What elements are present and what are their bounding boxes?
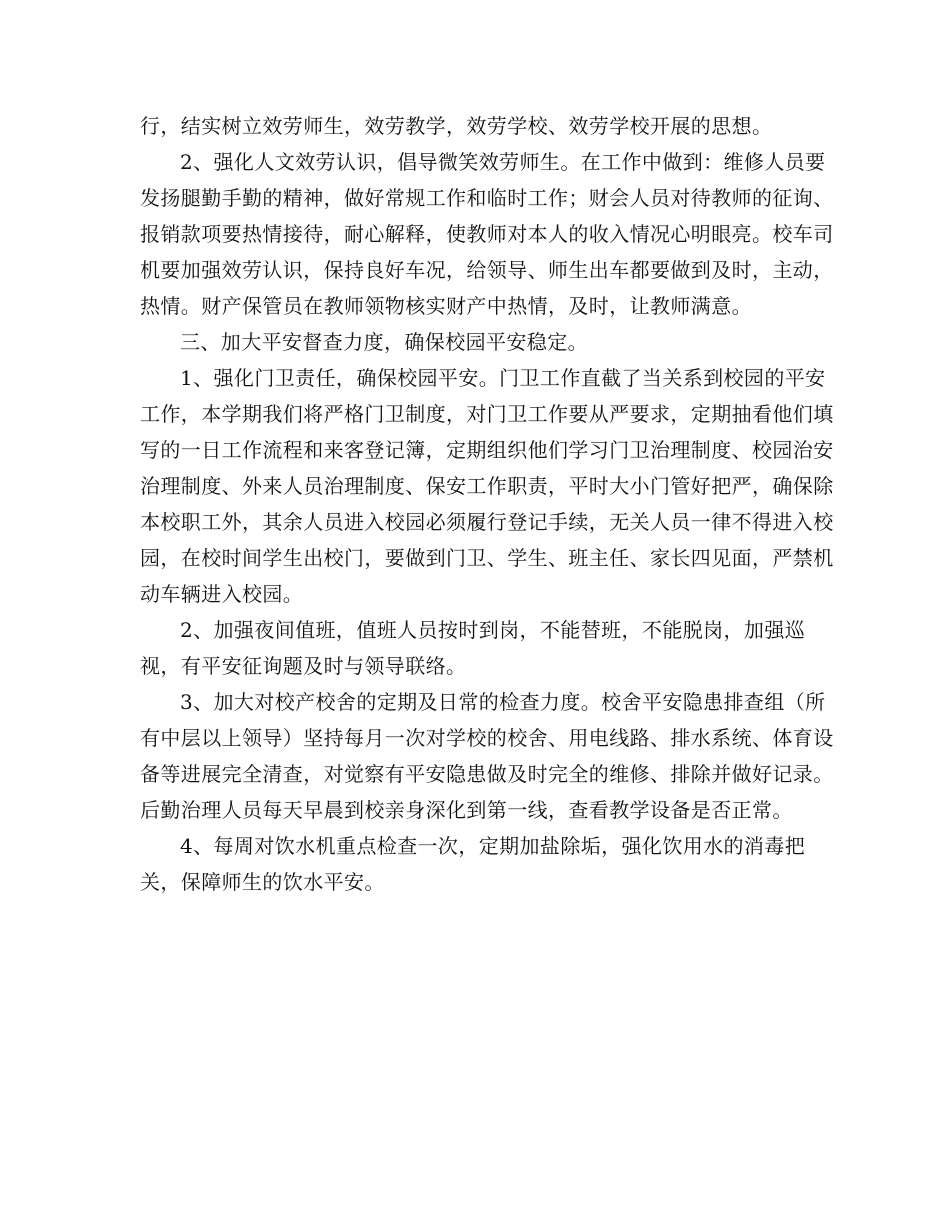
paragraph-water-dispenser: 4、每周对饮水机重点检查一次，定期加盐除垢，强化饮用水的消毒把关，保障师生的饮水平安。 (140, 834, 806, 894)
document-body (140, 108, 840, 900)
section-heading-safety: 三、加大平安督查力度，确保校园平安稳定。 (180, 330, 588, 354)
paragraph-continuation: 行，结实树立效劳师生，效劳教学，效劳学校、效劳学校开展的思想。 (140, 114, 773, 138)
paragraph-service-awareness: 2、强化人文效劳认识，倡导微笑效劳师生。在工作中做到：维修人员要发扬腿勤手勤的精神，做好常规工作和临时工作；财会人员对待教师的征询、报销款项要热情接待，耐心解释，使教师对本人的收入情况心明眼亮。校车司机要加强效劳认识，保持良好车况，给领导、师生出车都要做到及时，主动，热情。财产保管员在教师领物核实财产中热情，及时，让教师满意。 (140, 150, 834, 318)
paragraph-night-duty: 2、加强夜间值班，值班人员按时到岗，不能替班，不能脱岗，加强巡视，有平安征询题及时与领导联络。 (140, 618, 806, 678)
paragraph-gatekeeper: 1、强化门卫责任，确保校园平安。门卫工作直截了当关系到校园的平安工作，本学期我们将严格门卫制度，对门卫工作要从严要求，定期抽看他们填写的一日工作流程和来客登记簿，定期组织他们学习门卫治理制度、校园治安治理制度、外来人员治理制度、保安工作职责，平时大小门管好把严，确保除本校职工外，其余人员进入校园必须履行登记手续，无关人员一律不得进入校园，在校时间学生出校门，要做到门卫、学生、班主任、家长四见面，严禁机动车辆进入校园。 (140, 366, 834, 606)
paragraph-inspection: 3、加大对校产校舍的定期及日常的检查力度。校舍平安隐患排查组（所有中层以上领导）坚持每月一次对学校的校舍、用电线路、排水系统、体育设备等进展完全清查，对觉察有平安隐患做及时完全的维修、排除并做好记录。后勤治理人员每天早晨到校亲身深化到第一线，查看教学设备是否正常。 (140, 690, 834, 822)
